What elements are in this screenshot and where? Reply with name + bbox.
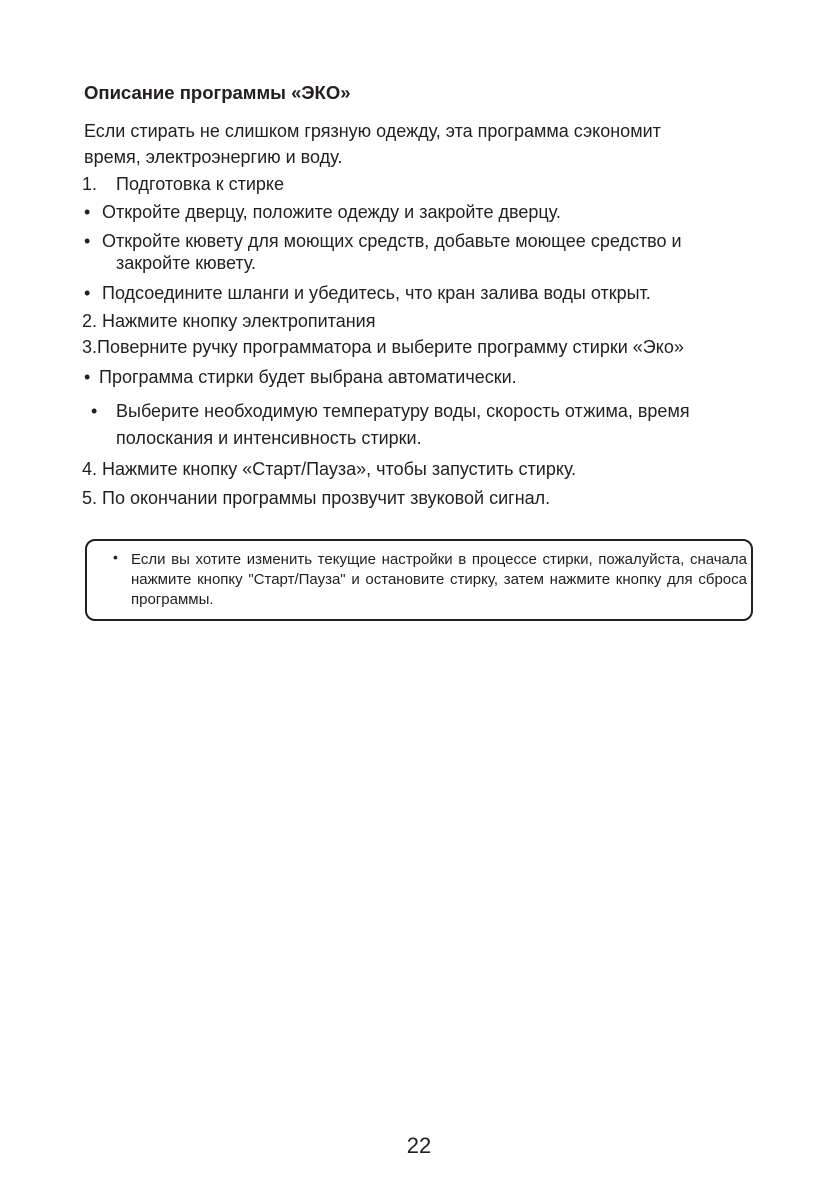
step-1-bullet-2-line-1: Откройте кювету для моющих средств, добавьте моющее средство и — [102, 231, 682, 251]
step-1-number: 1. — [82, 174, 98, 194]
section-title: Описание программы «ЭКО» — [84, 82, 351, 103]
step-3-bullet-2-line-2: полоскания и интенсивность стирки. — [116, 428, 422, 448]
step-1-text: Подготовка к стирке — [116, 174, 285, 194]
intro-line-2: время, электроэнергию и воду. — [84, 147, 343, 167]
step-5: 5. По окончании программы прозвучит звуковой сигнал. — [82, 488, 551, 508]
step-3: 3.Поверните ручку программатора и выберите программу стирки «Эко» — [82, 337, 684, 357]
step-3-bullet-2-line-1: Выберите необходимую температуру воды, скорость отжима, время — [116, 401, 690, 421]
bullet-icon: • — [84, 283, 91, 303]
step-3-bullet-1: Программа стирки будет выбрана автоматически. — [99, 367, 517, 387]
page-number: 22 — [406, 1133, 432, 1158]
intro-line-1: Если стирать не слишком грязную одежду, эта программа сэкономит — [84, 121, 661, 141]
bullet-icon: • — [113, 549, 118, 565]
step-1-bullet-2-line-2: закройте кювету. — [116, 253, 257, 273]
step-1-bullet-3: Подсоедините шланги и убедитесь, что кран залива воды открыт. — [102, 283, 651, 303]
step-2: 2. Нажмите кнопку электропитания — [82, 311, 376, 331]
step-1-bullet-1: Откройте дверцу, положите одежду и закройте дверцу. — [102, 202, 561, 222]
bullet-icon: • — [84, 231, 91, 251]
step-4: 4. Нажмите кнопку «Старт/Пауза», чтобы запустить стирку. — [82, 459, 577, 479]
note-text: Если вы хотите изменить текущие настройки в процессе стирки, пожалуйста, сначала нажмите кнопку "Старт/Пауза" и остановите стирку, затем нажмите кнопку для сброса программы. — [131, 551, 747, 608]
bullet-icon: • — [84, 367, 91, 387]
bullet-icon: • — [84, 202, 91, 222]
note-box — [85, 539, 753, 621]
bullet-icon: • — [91, 401, 98, 421]
